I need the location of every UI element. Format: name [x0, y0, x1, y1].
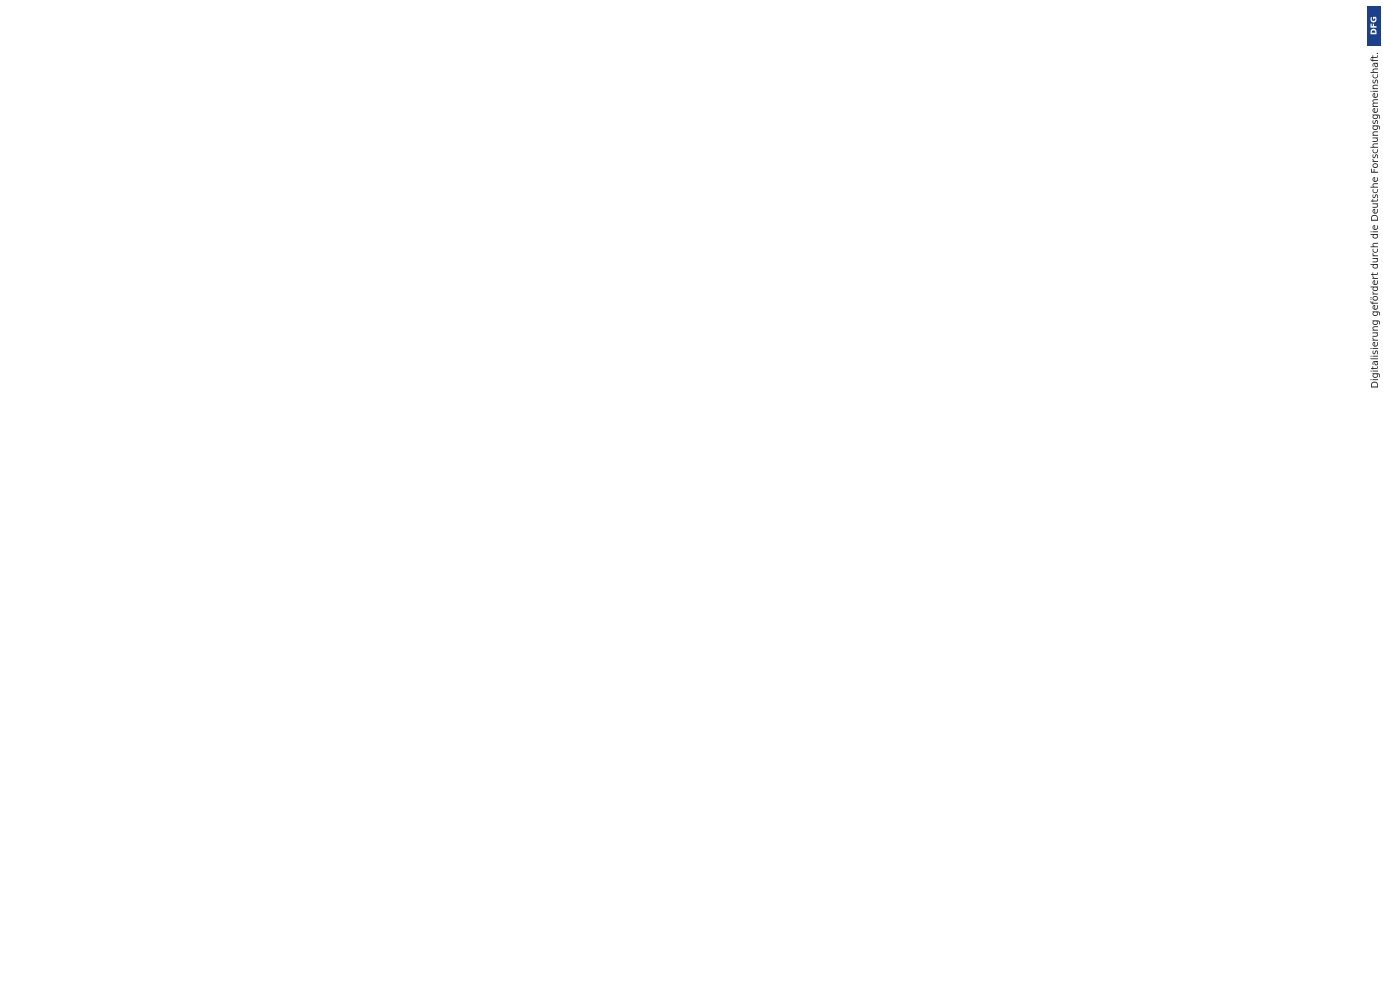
- dfg-logo: [1367, 6, 1381, 46]
- funding-credit: Digitalisierung gefördert durch die Deutsche Forschungsgemeinschaft.: [1370, 52, 1381, 389]
- dfg-logo-text: DFG: [1369, 16, 1379, 36]
